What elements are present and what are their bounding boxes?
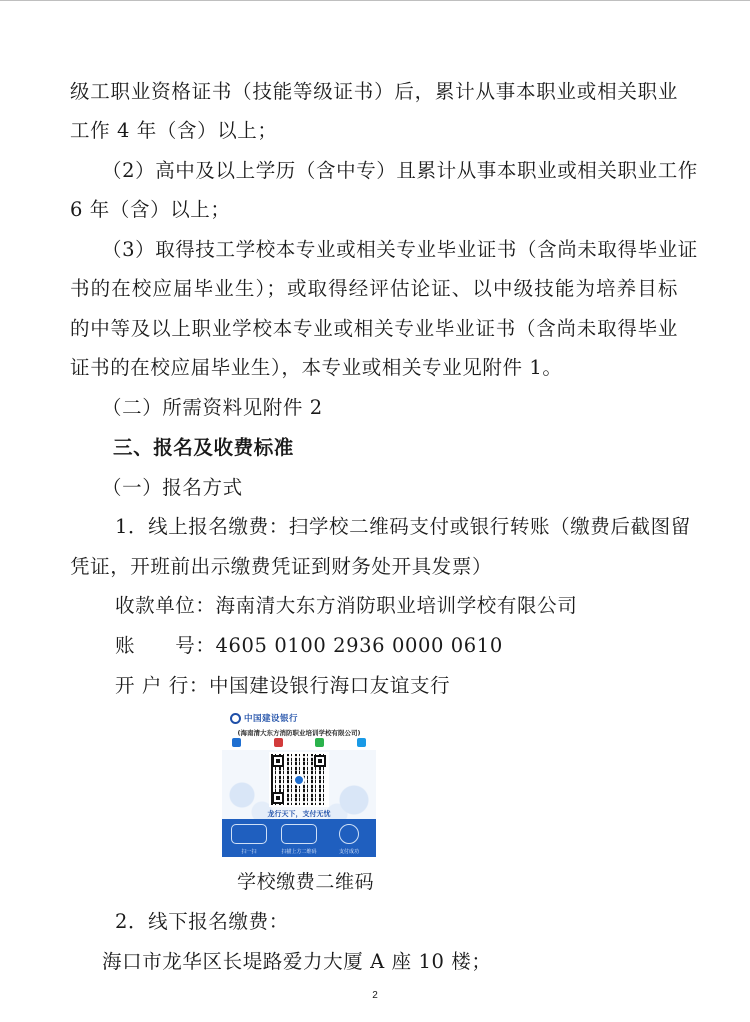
bank-line: 开 户 行：中国建设银行海口友谊支行 xyxy=(115,674,451,697)
ccb-logo-icon xyxy=(230,713,241,724)
success-icon xyxy=(339,824,359,844)
payment-app-icons xyxy=(232,738,366,747)
footer-label-scan-qr: 扫描上方二维码 xyxy=(281,849,317,855)
condition-3-line-3: 的中等及以上职业学校本专业或相关专业毕业证书（含尚未取得毕业 xyxy=(70,317,678,340)
qr-slogan: 龙行天下，支付无忧 xyxy=(267,810,331,818)
qr-finder-top-right xyxy=(314,755,326,767)
qr-footer xyxy=(222,819,376,857)
page-number: 2 xyxy=(372,990,378,1001)
paragraph-line-1: 级工职业资格证书（技能等级证书）后，累计从事本职业或相关职业 xyxy=(70,80,678,103)
footer-label-scan: 扫一扫 xyxy=(241,849,257,855)
qr-caption: 学校缴费二维码 xyxy=(237,871,375,893)
wechat-pay-icon xyxy=(315,738,324,747)
condition-2-line-2: 6 年（含）以上； xyxy=(70,198,231,221)
scan-icon xyxy=(231,824,267,844)
online-payment-line-1: 1．线上报名缴费：扫学校二维码支付或银行转账（缴费后截图留 xyxy=(115,515,691,538)
condition-3-line-1: （3）取得技工学校本专业或相关专业毕业证书（含尚未取得毕业证 xyxy=(102,238,698,261)
qr-finder-bottom-left xyxy=(272,792,284,804)
offline-payment-line: 2．线下报名缴费： xyxy=(115,910,289,933)
section-heading: 三、报名及收费标准 xyxy=(113,436,294,459)
qr-center-logo-icon xyxy=(293,774,305,786)
payee-line: 收款单位：海南清大东方消防职业培训学校有限公司 xyxy=(115,594,578,617)
scan-qr-icon xyxy=(281,824,317,844)
offline-address-line: 海口市龙华区长堤路爱力大厦 A 座 10 楼； xyxy=(102,950,492,973)
qr-finder-top-left xyxy=(272,755,284,767)
unionpay-icon xyxy=(274,738,283,747)
online-payment-line-2: 凭证，开班前出示缴费凭证到财务处开具发票） xyxy=(70,555,493,578)
ccb-app-icon xyxy=(232,738,241,747)
footer-label-success: 支付成功 xyxy=(338,849,359,855)
materials-line: （二）所需资料见附件 2 xyxy=(102,396,323,419)
condition-2-line-1: （2）高中及以上学历（含中专）且累计从事本职业或相关职业工作 xyxy=(102,159,698,182)
account-line: 账 号：4605 0100 2936 0000 0610 xyxy=(115,634,503,657)
subsection-heading: （一）报名方式 xyxy=(102,476,243,499)
paragraph-line-2: 工作 4 年（含）以上； xyxy=(70,119,278,142)
qr-header xyxy=(222,710,376,726)
bank-name: 中国建设银行 xyxy=(244,714,299,724)
condition-3-line-4: 证书的在校应届毕业生），本专业或相关专业见附件 1。 xyxy=(70,356,563,379)
payment-qr-card[interactable] xyxy=(222,710,376,857)
alipay-icon xyxy=(357,738,366,747)
qr-payee-name: (海南清大东方消防职业培训学校有限公司) xyxy=(237,729,361,737)
condition-3-line-2: 书的在校应届毕业生）；或取得经评估论证、以中级技能为培养目标 xyxy=(70,277,678,300)
